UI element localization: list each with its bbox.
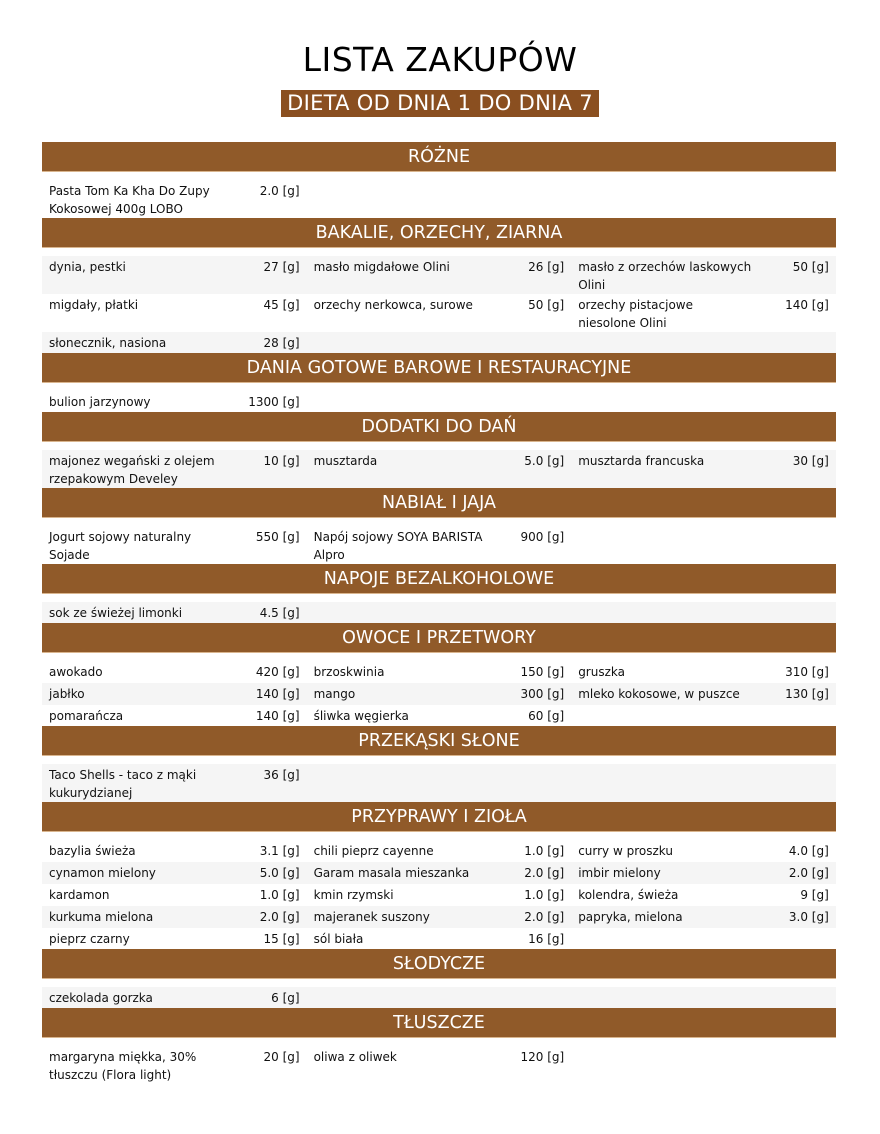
item-quantity: 60 [g] <box>528 709 565 723</box>
item-quantity: 2.0 [g] <box>788 866 829 880</box>
item-name: papryka, mielona <box>578 910 683 924</box>
section-spacer <box>42 172 836 180</box>
item-name: margaryna miękka, 30% tłuszczu (Flora light) <box>49 1050 197 1082</box>
item-name: kolendra, świeża <box>578 888 679 902</box>
list-item <box>571 908 836 928</box>
diet-range-badge: DIETA OD DNIA 1 DO DNIA 7 <box>281 90 599 117</box>
section-spacer <box>42 518 836 526</box>
list-item <box>42 842 307 862</box>
item-name: kmin rzymski <box>313 888 394 902</box>
item-name: musztarda <box>313 454 378 468</box>
item-quantity: 20 [g] <box>263 1050 300 1064</box>
list-item <box>42 766 307 802</box>
list-item <box>307 930 572 949</box>
category-section <box>42 564 836 623</box>
section-spacer <box>42 653 836 661</box>
item-quantity: 2.0 [g] <box>524 866 565 880</box>
item-name: mleko kokosowe, w puszce <box>578 687 740 701</box>
section-spacer <box>42 248 836 256</box>
item-quantity: 9 [g] <box>800 888 829 902</box>
item-quantity: 4.5 [g] <box>259 606 300 620</box>
category-header: PRZEKĄSKI SŁONE <box>42 726 836 756</box>
category-header: DODATKI DO DAŃ <box>42 412 836 442</box>
item-name: sok ze świeżej limonki <box>49 606 183 620</box>
list-item <box>571 886 836 906</box>
table-row <box>42 602 836 623</box>
item-quantity: 6 [g] <box>271 991 300 1005</box>
list-item <box>42 707 307 726</box>
item-name: Garam masala mieszanka <box>313 866 470 880</box>
item-name: bazylia świeża <box>49 844 136 858</box>
item-quantity: 5.0 [g] <box>259 866 300 880</box>
item-quantity: 5.0 [g] <box>524 454 565 468</box>
list-item <box>42 886 307 906</box>
item-quantity: 140 [g] <box>255 709 300 723</box>
item-quantity: 15 [g] <box>263 932 300 946</box>
item-name: śliwka węgierka <box>313 709 409 723</box>
item-quantity: 4.0 [g] <box>788 844 829 858</box>
item-name: musztarda francuska <box>578 454 705 468</box>
category-header: TŁUSZCZE <box>42 1008 836 1038</box>
item-name: mango <box>313 687 356 701</box>
category-section <box>42 218 836 353</box>
item-name: cynamon mielony <box>49 866 156 880</box>
item-quantity: 28 [g] <box>263 336 300 350</box>
section-spacer <box>42 756 836 764</box>
list-item <box>571 452 836 488</box>
item-name: bulion jarzynowy <box>49 395 151 409</box>
item-name: dynia, pestki <box>49 260 126 274</box>
item-name: awokado <box>49 665 103 679</box>
list-item <box>571 864 836 884</box>
table-row <box>42 884 836 906</box>
item-name: kurkuma mielona <box>49 910 154 924</box>
table-row <box>42 683 836 705</box>
item-quantity: 550 [g] <box>255 530 300 544</box>
item-quantity: 2.0 [g] <box>259 910 300 924</box>
table-row <box>42 862 836 884</box>
list-item <box>42 663 307 683</box>
table-row <box>42 987 836 1008</box>
item-name: słonecznik, nasiona <box>49 336 167 350</box>
section-spacer <box>42 442 836 450</box>
item-quantity: 2.0 [g] <box>524 910 565 924</box>
table-row <box>42 526 836 564</box>
list-item <box>571 258 836 294</box>
list-item <box>571 296 836 332</box>
list-item <box>307 886 572 906</box>
item-name: curry w proszku <box>578 844 673 858</box>
item-quantity: 30 [g] <box>792 454 829 468</box>
item-quantity: 300 [g] <box>520 687 565 701</box>
item-quantity: 10 [g] <box>263 454 300 468</box>
item-quantity: 140 [g] <box>785 298 829 312</box>
list-item <box>571 842 836 862</box>
subtitle-wrapper <box>0 90 880 117</box>
list-item <box>307 528 572 564</box>
list-item <box>571 663 836 683</box>
list-item <box>42 864 307 884</box>
category-section <box>42 726 836 802</box>
table-row <box>42 906 836 928</box>
table-row <box>42 928 836 949</box>
item-name: oliwa z oliwek <box>313 1050 397 1064</box>
item-quantity: 150 [g] <box>520 665 565 679</box>
list-item <box>307 296 572 332</box>
table-row <box>42 180 836 218</box>
table-row <box>42 1046 836 1084</box>
category-section <box>42 1008 836 1084</box>
category-section <box>42 623 836 726</box>
list-item <box>307 842 572 862</box>
table-row <box>42 450 836 488</box>
list-item <box>42 334 307 353</box>
list-item <box>42 908 307 928</box>
list-item <box>571 685 836 705</box>
item-name: brzoskwinia <box>313 665 385 679</box>
section-spacer <box>42 979 836 987</box>
item-name: Pasta Tom Ka Kha Do Zupy Kokosowej 400g LOBO <box>49 184 210 216</box>
category-header: SŁODYCZE <box>42 949 836 979</box>
list-item <box>307 908 572 928</box>
page-title: LISTA ZAKUPÓW <box>302 40 578 79</box>
item-quantity: 2.0 [g] <box>259 184 300 198</box>
item-name: Napój sojowy SOYA BARISTA Alpro <box>313 530 483 562</box>
item-quantity: 50 [g] <box>528 298 565 312</box>
item-quantity: 1.0 [g] <box>524 844 565 858</box>
item-quantity: 27 [g] <box>263 260 300 274</box>
list-item <box>42 258 307 294</box>
item-quantity: 26 [g] <box>528 260 565 274</box>
section-spacer <box>42 1038 836 1046</box>
item-name: masło migdałowe Olini <box>313 260 450 274</box>
item-name: imbir mielony <box>578 866 661 880</box>
table-row <box>42 764 836 802</box>
list-item <box>307 1048 572 1084</box>
item-name: czekolada gorzka <box>49 991 153 1005</box>
item-name: Jogurt sojowy naturalny Sojade <box>49 530 192 562</box>
table-row <box>42 294 836 332</box>
item-name: Taco Shells - taco z mąki kukurydzianej <box>49 768 197 800</box>
item-name: chili pieprz cayenne <box>313 844 434 858</box>
item-quantity: 900 [g] <box>520 530 565 544</box>
list-item <box>307 663 572 683</box>
category-section <box>42 412 836 488</box>
item-name: majeranek suszony <box>313 910 430 924</box>
section-spacer <box>42 594 836 602</box>
category-header: BAKALIE, ORZECHY, ZIARNA <box>42 218 836 248</box>
category-header: RÓŻNE <box>42 142 836 172</box>
section-spacer <box>42 383 836 391</box>
item-name: masło z orzechów laskowych Olini <box>578 260 752 292</box>
category-header: DANIA GOTOWE BAROWE I RESTAURACYJNE <box>42 353 836 383</box>
list-item <box>42 604 307 623</box>
item-quantity: 130 [g] <box>785 687 829 701</box>
item-quantity: 3.1 [g] <box>259 844 300 858</box>
item-quantity: 50 [g] <box>792 260 829 274</box>
category-header: PRZYPRAWY I ZIOŁA <box>42 802 836 832</box>
category-header: NABIAŁ I JAJA <box>42 488 836 518</box>
item-name: jabłko <box>49 687 85 701</box>
item-name: gruszka <box>578 665 625 679</box>
category-section <box>42 353 836 412</box>
list-item <box>42 989 307 1008</box>
item-quantity: 120 [g] <box>520 1050 565 1064</box>
category-section <box>42 949 836 1008</box>
item-quantity: 16 [g] <box>528 932 565 946</box>
table-row <box>42 256 836 294</box>
list-item <box>42 1048 307 1084</box>
item-name: kardamon <box>49 888 110 902</box>
list-item <box>307 864 572 884</box>
item-quantity: 36 [g] <box>263 768 300 782</box>
list-item <box>307 258 572 294</box>
category-section <box>42 802 836 949</box>
item-quantity: 3.0 [g] <box>788 910 829 924</box>
category-header: OWOCE I PRZETWORY <box>42 623 836 653</box>
list-item <box>307 685 572 705</box>
item-name: pomarańcza <box>49 709 124 723</box>
shopping-list <box>42 142 836 1084</box>
list-item <box>42 452 307 488</box>
list-item <box>307 707 572 726</box>
item-name: pieprz czarny <box>49 932 130 946</box>
list-item <box>42 296 307 332</box>
list-item <box>42 182 307 218</box>
item-name: orzechy nerkowca, surowe <box>313 298 473 312</box>
item-quantity: 1300 [g] <box>248 395 300 409</box>
list-item <box>42 528 307 564</box>
item-quantity: 310 [g] <box>785 665 829 679</box>
item-quantity: 1.0 [g] <box>259 888 300 902</box>
category-section <box>42 488 836 564</box>
item-name: migdały, płatki <box>49 298 139 312</box>
section-spacer <box>42 832 836 840</box>
table-row <box>42 332 836 353</box>
table-row <box>42 705 836 726</box>
item-name: majonez wegański z olejem rzepakowym Develey <box>49 454 215 486</box>
category-header: NAPOJE BEZALKOHOLOWE <box>42 564 836 594</box>
table-row <box>42 840 836 862</box>
list-item <box>307 452 572 488</box>
item-quantity: 45 [g] <box>263 298 300 312</box>
item-name: orzechy pistacjowe niesolone Olini <box>578 298 693 330</box>
table-row <box>42 661 836 683</box>
item-name: sól biała <box>313 932 364 946</box>
category-section <box>42 142 836 218</box>
table-row <box>42 391 836 412</box>
item-quantity: 140 [g] <box>255 687 300 701</box>
item-quantity: 1.0 [g] <box>524 888 565 902</box>
list-item <box>42 685 307 705</box>
item-quantity: 420 [g] <box>255 665 300 679</box>
list-item <box>42 393 307 412</box>
list-item <box>42 930 307 949</box>
